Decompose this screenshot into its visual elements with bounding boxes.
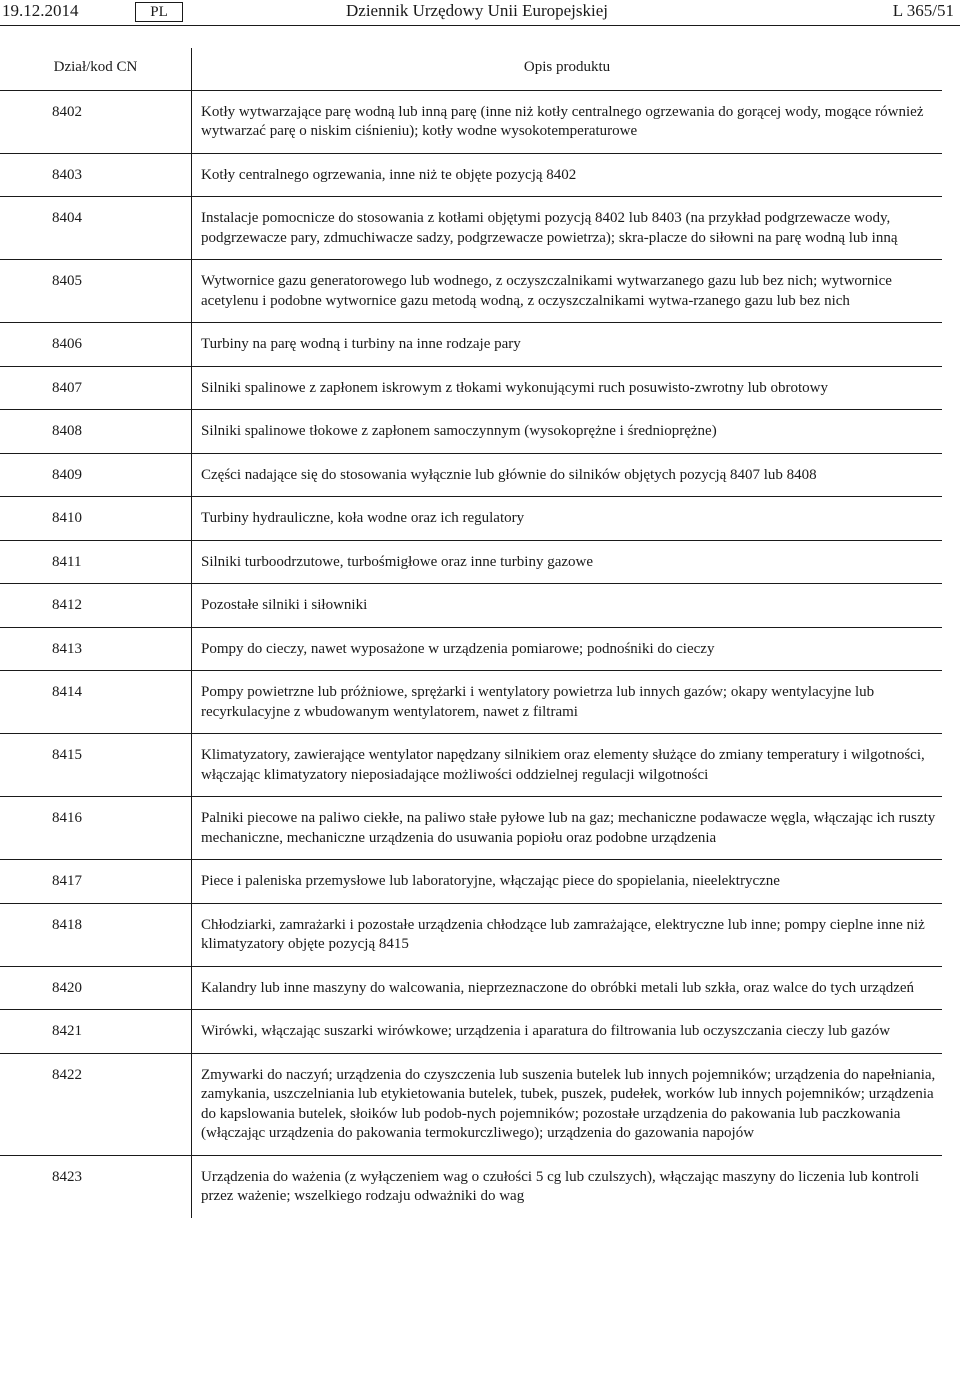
product-description: Pozostałe silniki i siłowniki bbox=[201, 597, 368, 613]
cn-code: 8423 bbox=[52, 1168, 82, 1185]
product-description: Wirówki, włączając suszarki wirówkowe; urządzenia i aparatura do filtrowania lub oczyszczania cieczy lub gazów bbox=[201, 1023, 891, 1039]
product-description-cell bbox=[192, 540, 943, 584]
product-description-cell bbox=[192, 1053, 943, 1155]
cn-code: 8417 bbox=[52, 873, 82, 889]
cn-code-cell bbox=[0, 1155, 192, 1218]
cn-code-cell bbox=[0, 323, 192, 367]
cn-code: 8403 bbox=[52, 166, 82, 183]
product-description-cell bbox=[192, 671, 943, 734]
product-description-cell bbox=[192, 584, 943, 628]
product-description: Urządzenia do ważenia (z wyłączeniem wag o czułości 5 cg lub czulszych), włączając maszyny do liczenia lub kontroli przez ważenie; wszelkiego rodzaju odważniki do wag bbox=[201, 1168, 920, 1204]
table-row bbox=[0, 966, 942, 1010]
product-description: Klimatyzatory, zawierające wentylator napędzany silnikiem oraz elementy służące do zmiany temperatury i wilgotności, włączając klimatyzatory nieposiadające możliwości oddzielnej regulacji wilgotności bbox=[201, 747, 925, 783]
product-description: Kotły wytwarzające parę wodną lub inną parę (inne niż kotły centralnego ogrzewania do gorącej wody, mogące również wytwarzać parę o niskim ciśnieniu); kotły wodne wysokotemperaturowe bbox=[201, 103, 924, 139]
table-row bbox=[0, 323, 942, 367]
product-description-cell bbox=[192, 734, 943, 797]
product-description-cell bbox=[192, 197, 943, 260]
product-description: Pompy do cieczy, nawet wyposażone w urządzenia pomiarowe; podnośniki do cieczy bbox=[201, 640, 715, 657]
product-description-cell bbox=[192, 797, 943, 860]
product-description: Instalacje pomocnicze do stosowania z kotłami objętymi pozycją 8402 lub 8403 (na przykład podgrzewacze wody, podgrzewacze pary, zdmuchiwacze sadzy, podgrzewacze powietrza); skra-placze do siłowni na parę wodną lub inną bbox=[201, 210, 898, 246]
cn-code: 8407 bbox=[52, 379, 82, 396]
cn-code-cell bbox=[0, 366, 192, 410]
product-description-cell bbox=[192, 366, 943, 410]
table-row bbox=[0, 734, 942, 797]
column-header-code: Dział/kod CN bbox=[0, 48, 192, 90]
header-divider bbox=[0, 25, 960, 26]
product-description: Chłodziarki, zamrażarki i pozostałe urządzenia chłodzące lub zamrażające, elektryczne lub inne; pompy cieplne inne niż klimatyzatory objęte pozycją 8415 bbox=[201, 916, 925, 952]
product-description: Piece i paleniska przemysłowe lub laboratoryjne, włączając piece do spopielania, nieelektryczne bbox=[201, 873, 780, 889]
product-description-cell bbox=[192, 497, 943, 541]
product-description-cell bbox=[192, 627, 943, 671]
product-description-cell bbox=[192, 410, 943, 454]
cn-code: 8410 bbox=[52, 510, 82, 526]
page-header bbox=[0, 0, 960, 24]
product-description: Części nadające się do stosowania wyłącznie lub głównie do silników objętych pozycją 8407 lub 8408 bbox=[201, 466, 817, 483]
cn-code-cell bbox=[0, 410, 192, 454]
cn-code: 8408 bbox=[52, 423, 82, 439]
cn-code-cell bbox=[0, 627, 192, 671]
product-description: Pompy powietrzne lub próżniowe, sprężarki i wentylatory powietrza lub innych gazów; okapy wentylacyjne lub recyrkulacyjne z wbudowanym wentylatorem, nawet z filtrami bbox=[201, 684, 875, 720]
table-row bbox=[0, 1010, 942, 1054]
table-row bbox=[0, 671, 942, 734]
cn-code: 8405 bbox=[52, 273, 82, 289]
table-row bbox=[0, 260, 942, 323]
cn-code-cell bbox=[0, 540, 192, 584]
cn-code: 8402 bbox=[52, 103, 82, 120]
product-description: Silniki turboodrzutowe, turbośmigłowe oraz inne turbiny gazowe bbox=[201, 553, 593, 570]
product-description: Palniki piecowe na paliwo ciekłe, na paliwo stałe pyłowe lub na gaz; mechaniczne podawacze węgla, włączając ich ruszty mechaniczne, mechaniczne urządzenia do usuwania popiołu oraz podobne urządzenia bbox=[201, 810, 936, 846]
page-reference: L 365/51 bbox=[892, 1, 954, 20]
cn-code: 8409 bbox=[52, 466, 82, 483]
product-description: Silniki spalinowe z zapłonem iskrowym z tłokami wykonującymi ruch posuwisto-zwrotny lub obrotowy bbox=[201, 379, 828, 396]
cn-code-cell bbox=[0, 903, 192, 966]
column-header-description: Opis produktu bbox=[192, 48, 943, 90]
table-row bbox=[0, 584, 942, 628]
product-description: Turbiny na parę wodną i turbiny na inne rodzaje pary bbox=[201, 336, 521, 352]
product-description-cell bbox=[192, 1155, 943, 1218]
table-row bbox=[0, 860, 942, 904]
cn-code-cell bbox=[0, 860, 192, 904]
cn-code: 8413 bbox=[52, 640, 82, 657]
cn-code-cell bbox=[0, 153, 192, 197]
product-description: Turbiny hydrauliczne, koła wodne oraz ich regulatory bbox=[201, 510, 525, 526]
cn-code-cell bbox=[0, 1053, 192, 1155]
product-description: Kalandry lub inne maszyny do walcowania, nieprzeznaczone do obróbki metali lub szkła, oraz walce do tych urządzeń bbox=[201, 979, 915, 996]
table-row bbox=[0, 197, 942, 260]
cn-code-cell bbox=[0, 966, 192, 1010]
cn-code: 8406 bbox=[52, 336, 82, 352]
product-description-cell bbox=[192, 323, 943, 367]
table-row bbox=[0, 903, 942, 966]
cn-code: 8421 bbox=[52, 1023, 82, 1039]
product-description-cell bbox=[192, 1010, 943, 1054]
product-description-cell bbox=[192, 860, 943, 904]
product-description-cell bbox=[192, 90, 943, 153]
product-description: Kotły centralnego ogrzewania, inne niż te objęte pozycją 8402 bbox=[201, 166, 577, 183]
product-description: Silniki spalinowe tłokowe z zapłonem samoczynnym (wysokoprężne i średnioprężne) bbox=[201, 423, 717, 439]
cn-code-cell bbox=[0, 584, 192, 628]
table-row bbox=[0, 1053, 942, 1155]
cn-code: 8404 bbox=[52, 210, 82, 226]
table-row bbox=[0, 90, 942, 153]
cn-code: 8418 bbox=[52, 916, 82, 933]
product-description-cell bbox=[192, 903, 943, 966]
product-description-cell bbox=[192, 153, 943, 197]
cn-code-cell bbox=[0, 1010, 192, 1054]
cn-code-cell bbox=[0, 734, 192, 797]
table-row bbox=[0, 1155, 942, 1218]
table-body bbox=[0, 90, 942, 1218]
table-row bbox=[0, 453, 942, 497]
cn-code: 8415 bbox=[52, 747, 82, 763]
cn-code-cell bbox=[0, 497, 192, 541]
product-description-cell bbox=[192, 453, 943, 497]
cn-code-cell bbox=[0, 797, 192, 860]
cn-code-cell bbox=[0, 197, 192, 260]
product-description-cell bbox=[192, 260, 943, 323]
publication-date: 19.12.2014 bbox=[2, 1, 79, 20]
cn-code-cell bbox=[0, 671, 192, 734]
table-row bbox=[0, 797, 942, 860]
table-header-row bbox=[0, 48, 942, 90]
cn-code-cell bbox=[0, 90, 192, 153]
cn-code: 8416 bbox=[52, 810, 82, 826]
product-description-cell bbox=[192, 966, 943, 1010]
cn-code: 8414 bbox=[52, 684, 82, 700]
cn-code: 8422 bbox=[52, 1066, 82, 1083]
table-row bbox=[0, 153, 942, 197]
table-row bbox=[0, 497, 942, 541]
cn-code-cell bbox=[0, 260, 192, 323]
cn-code-cell bbox=[0, 453, 192, 497]
table-row bbox=[0, 540, 942, 584]
cn-code: 8420 bbox=[52, 979, 82, 996]
table-row bbox=[0, 366, 942, 410]
journal-title: Dziennik Urzędowy Unii Europejskiej bbox=[346, 1, 609, 20]
product-description: Zmywarki do naczyń; urządzenia do czyszczenia lub suszenia butelek lub innych pojemników; urządzenia do napełniania, zamykania, uszczelniania lub etykietowania butelek, tubek, puszek, pudełek, worków lub innych pojemników; urządzenia do kapslowania butelek, słoików lub podob-nych pojemników; pozostałe urządzenia do pakowania lub paczkowania (włączając urządzenia do pakowania termokurczliwego); urządzenia do gazowania napojów bbox=[201, 1066, 936, 1141]
cn-code-table bbox=[0, 48, 942, 1218]
table-row bbox=[0, 410, 942, 454]
product-description: Wytwornice gazu generatorowego lub wodnego, z oczyszczalnikami wytwarzanego gazu lub bez nich; wytwornice acetylenu i podobne wytwornice gazu metodą wodną, z oczyszczalnikami wytwa-rzanego gazu lub bez nich bbox=[201, 273, 892, 309]
cn-code: 8412 bbox=[52, 597, 82, 613]
cn-code: 8411 bbox=[52, 553, 82, 570]
language-badge: PL bbox=[135, 2, 183, 22]
table-row bbox=[0, 627, 942, 671]
